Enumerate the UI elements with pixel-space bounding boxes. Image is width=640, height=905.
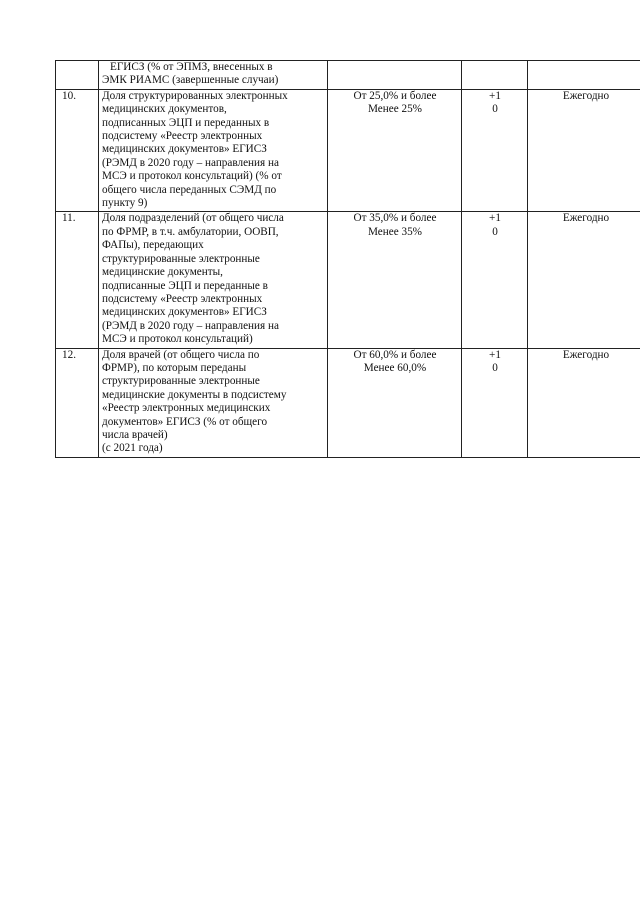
description-line: медицинские документы,	[102, 266, 223, 279]
description-line: МСЭ и протокол консультаций) (% от	[102, 170, 282, 183]
description-line: ФАПы), передающих	[102, 239, 204, 252]
indicator-description-cell	[99, 348, 328, 457]
description-line: структурированные электронные	[102, 375, 260, 388]
target-value-high: От 60,0% и более	[353, 348, 437, 361]
description-line: по ФРМР, в т.ч. амбулатории, ООВП,	[102, 225, 279, 238]
target-value-high: От 25,0% и более	[353, 89, 437, 102]
period-cell	[528, 348, 640, 457]
target-value-low: Менее 25%	[368, 103, 422, 116]
row-number: 10.	[62, 89, 76, 102]
table-row-12	[56, 348, 640, 457]
period-text: Ежегодно	[562, 212, 610, 225]
description-line: «Реестр электронных медицинских	[102, 402, 271, 415]
table-row-10	[56, 89, 640, 212]
points-cell	[462, 348, 528, 457]
criteria-table	[55, 60, 640, 458]
points-high: +1	[489, 212, 501, 225]
period-cell	[528, 89, 640, 212]
points-low: 0	[492, 225, 498, 238]
target-value-cell	[328, 348, 462, 457]
description-line: подсистему «Реестр электронных	[102, 130, 263, 143]
row-number: 12.	[62, 348, 76, 361]
target-value-cell	[328, 212, 462, 348]
description-line: документов» ЕГИСЗ (% от общего	[102, 415, 268, 428]
indicator-description-cell	[99, 212, 328, 348]
points-high: +1	[489, 89, 501, 102]
description-line: (РЭМД в 2020 году – направления на	[102, 156, 279, 169]
period-cell	[528, 212, 640, 348]
period-text: Ежегодно	[562, 89, 610, 102]
description-line: подписанных ЭЦП и переданных в	[102, 116, 270, 129]
description-line: ЕГИСЗ (% от ЭПМЗ, внесенных в	[110, 61, 273, 73]
description-line: Доля врачей (от общего числа по	[102, 348, 260, 361]
description-line: медицинских документов» ЕГИСЗ	[102, 306, 267, 319]
period-text: Ежегодно	[562, 348, 610, 361]
description-line: (РЭМД в 2020 году – направления на	[102, 319, 279, 332]
table-row-11	[56, 212, 640, 348]
description-line: медицинских документов,	[102, 103, 227, 116]
row-number-cell	[56, 61, 99, 90]
target-value-cell	[328, 61, 462, 90]
description-line: общего числа переданных СЭМД по	[102, 183, 277, 196]
description-line: пункту 9)	[102, 197, 148, 210]
points-high: +1	[489, 348, 501, 361]
description-line: подсистему «Реестр электронных	[102, 292, 263, 305]
indicator-description-cell	[99, 89, 328, 212]
row-number-cell	[56, 212, 99, 348]
table-row-continuation	[56, 61, 640, 90]
row-number-cell	[56, 348, 99, 457]
points-cell	[462, 61, 528, 90]
points-cell	[462, 212, 528, 348]
description-line: ЭМК РИАМС (завершенные случаи)	[102, 74, 279, 87]
period-cell	[528, 61, 640, 90]
target-value-low: Менее 35%	[368, 225, 422, 238]
description-line: Доля структурированных электронных	[102, 89, 288, 102]
target-value-cell	[328, 89, 462, 212]
points-cell	[462, 89, 528, 212]
description-line: числа врачей)	[102, 428, 168, 441]
description-line: (с 2021 года)	[102, 442, 163, 455]
description-line: медицинских документов» ЕГИСЗ	[102, 143, 267, 156]
target-value-low: Менее 60,0%	[363, 361, 427, 374]
points-low: 0	[492, 361, 498, 374]
points-low: 0	[492, 103, 498, 116]
description-line: подписанные ЭЦП и переданные в	[102, 279, 268, 292]
row-number-cell	[56, 89, 99, 212]
row-number: 11.	[62, 212, 76, 225]
description-line: Доля подразделений (от общего числа	[102, 212, 284, 225]
description-line: МСЭ и протокол консультаций)	[102, 333, 253, 346]
target-value-high: От 35,0% и более	[353, 212, 437, 225]
description-line: ФРМР), по которым переданы	[102, 361, 247, 374]
description-line: структурированные электронные	[102, 252, 260, 265]
indicator-description-cell	[99, 61, 328, 90]
description-line: медицинские документы в подсистему	[102, 388, 287, 401]
